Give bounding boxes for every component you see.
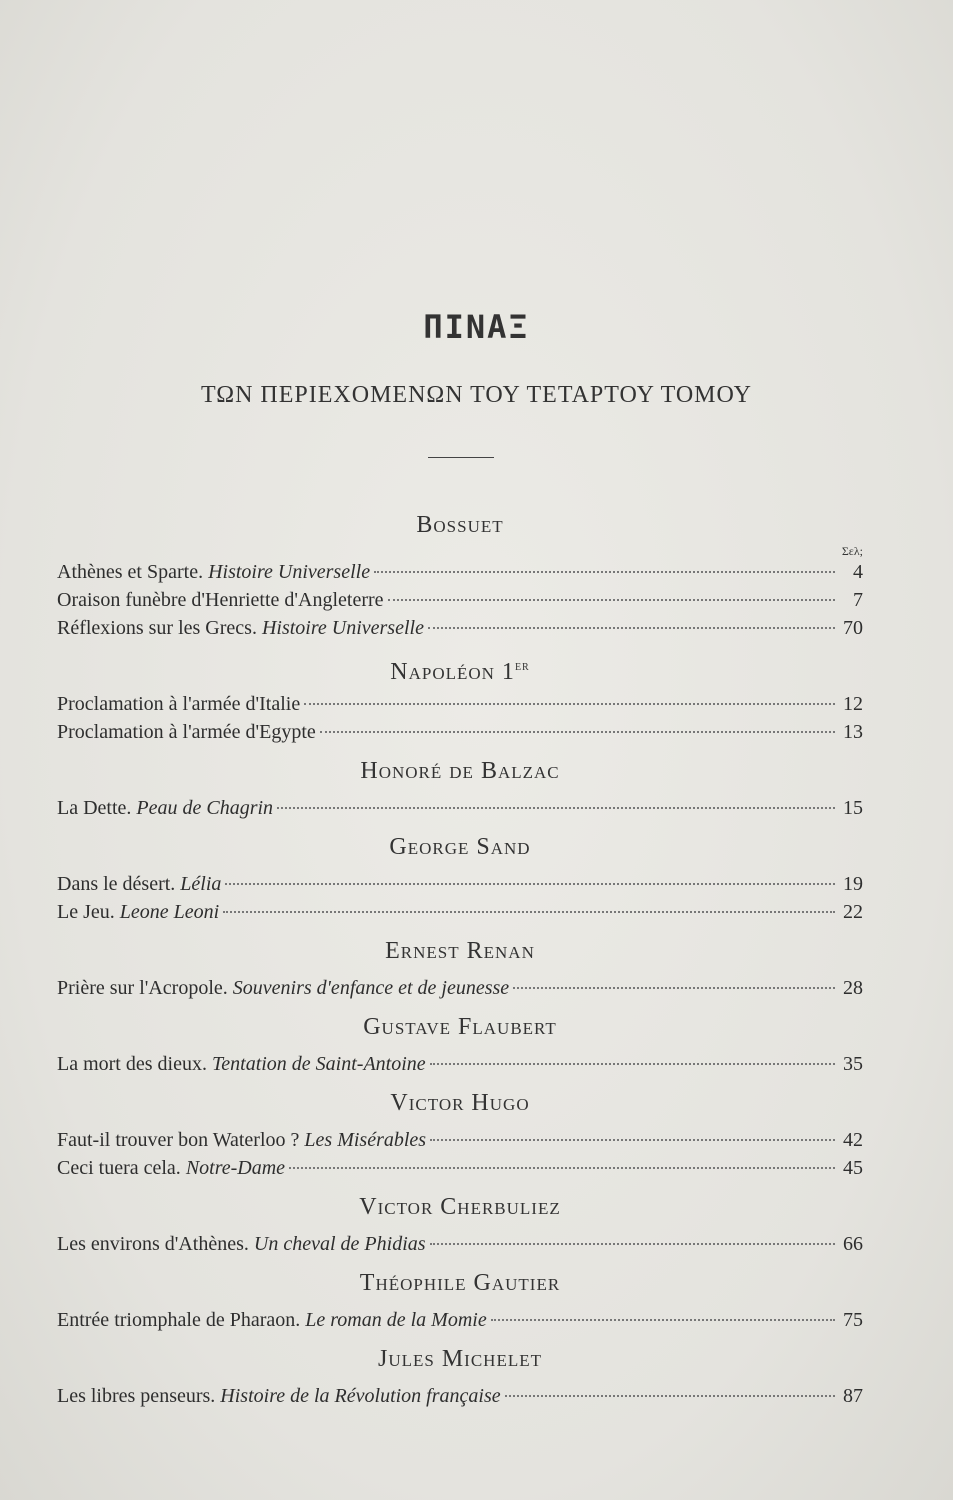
entry-title xyxy=(57,1050,426,1078)
author-name: Jules Michelet xyxy=(378,1346,542,1372)
dot-leader xyxy=(320,731,835,733)
entry-page-number: 35 xyxy=(843,1053,863,1075)
toc-entry xyxy=(57,1126,863,1154)
toc-entry xyxy=(57,1382,863,1410)
entry-text: Oraison funèbre d'Henriette d'Angleterre xyxy=(57,589,384,611)
dot-leader xyxy=(289,1167,835,1169)
entry-page-number: 12 xyxy=(843,693,863,715)
dot-leader xyxy=(388,599,835,601)
entry-page-number: 66 xyxy=(843,1233,863,1255)
entry-title xyxy=(57,558,370,586)
entry-page-number: 15 xyxy=(843,797,863,819)
page-column-label: Σελ; xyxy=(841,544,863,558)
toc-entry xyxy=(57,586,863,614)
entry-title xyxy=(57,1154,285,1182)
entry-title xyxy=(57,1126,426,1154)
toc-entry xyxy=(57,974,863,1002)
toc-entry xyxy=(57,1050,863,1078)
dot-leader xyxy=(225,883,835,885)
toc-entry xyxy=(57,1306,863,1334)
author-heading xyxy=(57,1342,863,1376)
page-subheading: ΤΩΝ ΠΕΡΙΕΧΟΜΕΝΩΝ ΤΟΥ ΤΕΤΑΡΤΟΥ ΤΟΜΟΥ xyxy=(201,382,752,408)
entry-page-number: 28 xyxy=(843,977,863,999)
entry-work: Histoire Universelle xyxy=(261,617,424,639)
entry-title xyxy=(57,1306,487,1334)
author-name: George Sand xyxy=(389,834,531,860)
entry-title xyxy=(57,1382,501,1410)
entry-text: Prière sur l'Acropole. xyxy=(57,977,228,999)
dot-leader xyxy=(505,1395,835,1397)
entry-text: Athènes et Sparte. xyxy=(57,561,204,583)
author-heading xyxy=(57,830,863,864)
entry-text: Proclamation à l'armée d'Egypte xyxy=(57,721,316,743)
entry-work: Peau de Chagrin xyxy=(136,797,274,819)
author-heading xyxy=(57,934,863,968)
author-heading xyxy=(57,1086,863,1120)
entry-page-number: 7 xyxy=(853,589,863,611)
page-heading: ΠΙΝΑΞ xyxy=(423,308,530,346)
author-heading xyxy=(57,1266,863,1300)
entry-text: Proclamation à l'armée d'Italie xyxy=(57,693,301,715)
entry-work: Souvenirs d'enfance et de jeunesse xyxy=(232,977,510,999)
dot-leader xyxy=(491,1319,835,1321)
author-heading xyxy=(57,508,863,542)
dot-leader xyxy=(513,987,835,989)
dot-leader xyxy=(223,911,835,913)
entry-page-number: 19 xyxy=(843,873,863,895)
entry-work: Histoire Universelle xyxy=(208,561,371,583)
toc-entry xyxy=(57,870,863,898)
entry-work: Leone Leoni xyxy=(119,901,220,923)
entry-title xyxy=(57,614,424,642)
entry-title xyxy=(57,870,221,898)
dot-leader xyxy=(374,571,835,573)
author-name: Victor Cherbuliez xyxy=(359,1194,561,1220)
entry-text: Faut-il trouver bon Waterloo ? xyxy=(57,1129,300,1151)
entry-page-number: 87 xyxy=(843,1385,863,1407)
entry-text: Dans le désert. xyxy=(57,873,176,895)
dot-leader xyxy=(304,703,835,705)
dot-leader xyxy=(430,1063,835,1065)
toc-entry xyxy=(57,1154,863,1182)
table-of-contents xyxy=(57,508,863,1410)
entry-work: Les Misérables xyxy=(304,1129,427,1151)
entry-text: Les libres penseurs. xyxy=(57,1385,216,1407)
dot-leader xyxy=(430,1139,835,1141)
author-name: Napoléon 1 xyxy=(390,659,515,685)
divider-rule xyxy=(428,457,494,458)
entry-page-number: 42 xyxy=(843,1129,863,1151)
author-name: Ernest Renan xyxy=(385,938,535,964)
author-name: Bossuet xyxy=(416,512,504,538)
entry-page-number: 45 xyxy=(843,1157,863,1179)
entry-work: Notre-Dame xyxy=(185,1157,286,1179)
toc-entry xyxy=(57,718,863,746)
toc-entry xyxy=(57,898,863,926)
author-heading xyxy=(57,754,863,788)
entry-work: Lélia xyxy=(180,873,222,895)
toc-entry xyxy=(57,1230,863,1258)
entry-text: Ceci tuera cela. xyxy=(57,1157,181,1179)
dot-leader xyxy=(430,1243,835,1245)
author-name: Victor Hugo xyxy=(390,1090,530,1116)
entry-text: Les environs d'Athènes. xyxy=(57,1233,249,1255)
entry-title xyxy=(57,690,300,718)
toc-entry xyxy=(57,690,863,718)
entry-title xyxy=(57,1230,426,1258)
entry-work: Un cheval de Phidias xyxy=(253,1233,426,1255)
entry-work: Tentation de Saint-Antoine xyxy=(211,1053,426,1075)
entry-text: Réflexions sur les Grecs. xyxy=(57,617,257,639)
entry-title xyxy=(57,898,219,926)
toc-entry xyxy=(57,614,863,642)
author-heading xyxy=(57,1010,863,1044)
entry-text: Entrée triomphale de Pharaon. xyxy=(57,1309,301,1331)
author-superscript: er xyxy=(514,659,530,674)
author-heading xyxy=(57,1190,863,1224)
author-name: Théophile Gautier xyxy=(359,1270,561,1296)
entry-page-number: 13 xyxy=(843,721,863,743)
toc-entry xyxy=(57,794,863,822)
toc-entry xyxy=(57,558,863,586)
entry-work: Le roman de la Momie xyxy=(305,1309,487,1331)
dot-leader xyxy=(277,807,835,809)
entry-text: Le Jeu. xyxy=(57,901,115,923)
entry-text: La Dette. xyxy=(57,797,132,819)
dot-leader xyxy=(428,627,835,629)
entry-page-number: 22 xyxy=(843,901,863,923)
author-name: Honoré de Balzac xyxy=(360,758,560,784)
entry-page-number: 75 xyxy=(843,1309,863,1331)
author-name: Gustave Flaubert xyxy=(363,1014,557,1040)
entry-title xyxy=(57,794,273,822)
entry-title xyxy=(57,586,384,614)
entry-title xyxy=(57,974,509,1002)
entry-text: La mort des dieux. xyxy=(57,1053,207,1075)
entry-page-number: 4 xyxy=(853,561,863,583)
entry-title xyxy=(57,718,316,746)
entry-work: Histoire de la Révolution française xyxy=(220,1385,501,1407)
entry-page-number: 70 xyxy=(843,617,863,639)
author-heading xyxy=(57,650,863,684)
